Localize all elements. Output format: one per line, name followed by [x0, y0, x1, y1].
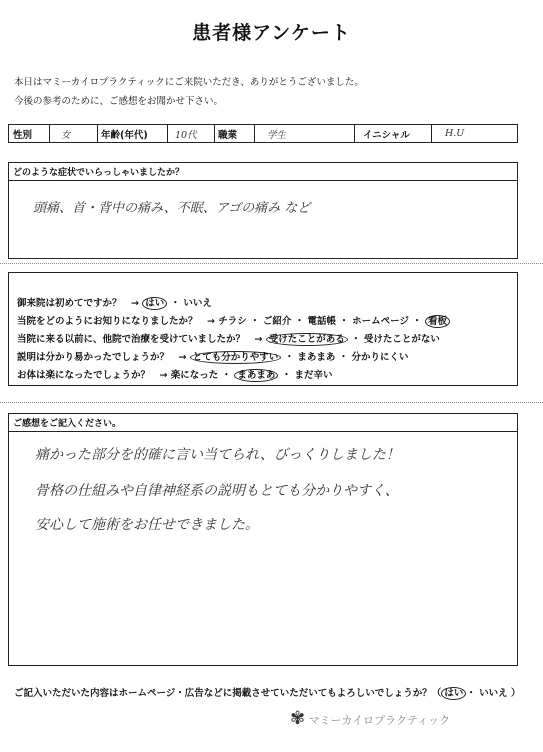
gender-label: 性別 [13, 129, 33, 141]
impressions-header: ご感想をご記入ください。 [9, 414, 517, 432]
job-label: 職業 [218, 129, 238, 141]
initial-label: イニシャル [363, 129, 410, 141]
answer-circled: 看板 [425, 315, 450, 328]
job-value: 学生 [267, 129, 287, 141]
profile-row [8, 124, 518, 143]
intro-line-1: 本日はマミーカイロプラクティックにご来院いただき、ありがとうございました。 [14, 77, 364, 88]
age-label: 年齢(年代) [101, 129, 148, 141]
impression-line-2: 骨格の仕組みや自律神経系の説明もとても分かりやすく、 [35, 483, 399, 499]
symptoms-question: どのような症状でいらっしゃいましたか？ [9, 163, 517, 181]
answer-circled: とても分かりやすい [190, 351, 282, 364]
answer-circled: まあまあ [234, 369, 278, 382]
questions-box [8, 272, 518, 386]
question-previous-treatment: 当院に来る以前に、他院で治療を受けていましたか？ → 受けたことがある ・ 受けたことがない [17, 334, 440, 345]
question-relief: お体は楽になったでしょうか？ → 楽になった ・ まあまあ ・ まだ辛い [17, 370, 333, 381]
impressions-box [8, 413, 518, 666]
publication-consent-question: ご記入いただいた内容はホームページ・広告などに掲載させていただいてもよろしいでしょうか？（ はい ・ いいえ ） [14, 688, 521, 699]
flower-logo-icon: ✾ [290, 708, 306, 729]
answer-circled: はい [142, 297, 167, 310]
intro-line-2: 今後の参考のために、ご感想をお聞かせ下さい。 [14, 96, 224, 107]
impression-line-3: 安心して施術をお任せできました。 [35, 517, 259, 533]
gender-value: 女 [61, 129, 71, 141]
page-title: 患者様アンケート [192, 22, 351, 44]
answer-circled: 受けたことがある [266, 333, 348, 346]
symptoms-box [8, 162, 518, 259]
question-explanation: 説明は分かり易かったでしょうか？ → とても分かりやすい ・ まあまあ ・ 分かりにくい [17, 352, 409, 363]
initial-value: H.U [445, 128, 465, 139]
question-first-visit: 御来院は初めてですか？ → はい ・ いいえ [17, 298, 212, 309]
symptoms-answer: 頭痛、首・背中の痛み、不眠、アゴの痛み など [33, 201, 311, 216]
impression-line-1: 痛かった部分を的確に言い当てられ、びっくりしました！ [35, 447, 400, 463]
clinic-logo: ✾ マミーカイロプラクティック [290, 708, 451, 729]
age-value: 10代 [175, 129, 197, 141]
question-referral: 当院をどのようにお知りになりましたか？ → チラシ ・ ご紹介 ・ 電話帳 ・ ホームページ ・ 看板 [17, 313, 450, 327]
answer-circled: はい [441, 687, 466, 700]
